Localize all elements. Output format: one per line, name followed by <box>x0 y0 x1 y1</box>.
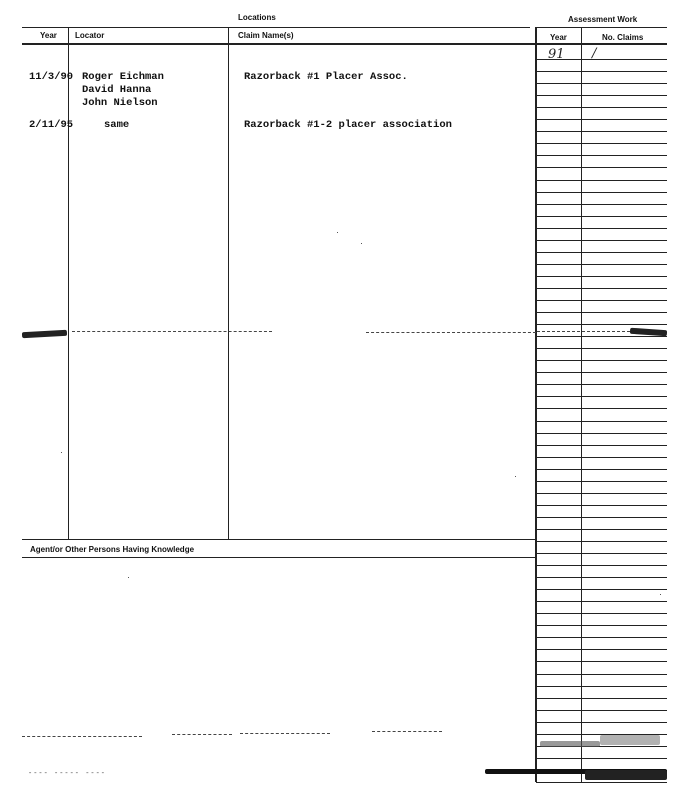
assessment-row-rule <box>536 348 667 349</box>
assessment-row-rule <box>536 637 667 638</box>
claim-name-1: Razorback #1 Placer Assoc. <box>244 71 408 83</box>
scan-speck <box>660 594 661 595</box>
assessment-row-rule <box>536 686 667 687</box>
assessment-row-rule <box>536 143 667 144</box>
assessment-row-rule <box>536 457 667 458</box>
bottom-noise-line-3 <box>240 733 330 735</box>
assessment-row-rule <box>536 408 667 409</box>
location-year-2: 2/11/95 <box>29 119 74 131</box>
aw-no-claims-column-header: No. Claims <box>602 33 644 42</box>
assessment-row-rule <box>536 505 667 506</box>
year-locator-divider <box>68 28 69 539</box>
scan-speck <box>515 476 516 477</box>
scan-fold-mark-left <box>22 330 67 338</box>
assessment-row-rule <box>536 541 667 542</box>
assessment-row-rule <box>536 192 667 193</box>
assessment-mid-divider <box>581 27 582 782</box>
assessment-row-rule <box>536 661 667 662</box>
assessment-row-rule <box>536 372 667 373</box>
assessment-row-rule <box>536 312 667 313</box>
top-rule-locations <box>22 27 530 28</box>
assessment-row-rule <box>536 722 667 723</box>
assessment-row-rule <box>536 481 667 482</box>
claim-name-2: Razorback #1-2 placer association <box>244 119 452 131</box>
assessment-row-rule <box>536 180 667 181</box>
assessment-row-rule <box>536 131 667 132</box>
fold-crease-line-2 <box>366 332 536 334</box>
assessment-work-section-label: Assessment Work <box>568 15 638 24</box>
assessment-row-rule <box>536 276 667 277</box>
assessment-left-border <box>535 27 537 782</box>
assessment-row-rule <box>536 155 667 156</box>
assessment-row-rule <box>536 674 667 675</box>
assessment-row-rule <box>536 336 667 337</box>
illegible-footer-text: ---- ----- ---- <box>28 770 107 778</box>
aw-year-column-header: Year <box>550 33 567 42</box>
assessment-row-rule <box>536 360 667 361</box>
assessment-row-rule <box>536 228 667 229</box>
fold-crease-line-3 <box>537 331 630 333</box>
assessment-row-rule <box>536 300 667 301</box>
assessment-row-rule <box>536 710 667 711</box>
scan-speck <box>61 452 62 453</box>
agent-section-label: Agent/or Other Persons Having Knowledge <box>30 545 195 554</box>
fold-crease-line-1 <box>72 331 272 333</box>
bottom-noise-line-1 <box>22 736 142 738</box>
locator-claim-divider <box>228 28 229 539</box>
scan-speck <box>337 232 338 233</box>
top-rule-assessment <box>537 27 667 28</box>
scan-speck <box>128 577 129 578</box>
aw-no-claims-entry-1: / <box>592 46 597 61</box>
locator-2-name-1: same <box>104 119 130 131</box>
assessment-row-rule <box>536 625 667 626</box>
assessment-row-rule <box>536 384 667 385</box>
locator-1-name-2: David Hanna <box>82 84 152 96</box>
aw-year-entry-1: 91 <box>548 47 565 62</box>
bottom-noise-line-4 <box>372 731 442 733</box>
assessment-row-rule <box>536 565 667 566</box>
location-year-1: 11/3/90 <box>29 71 74 83</box>
claim-names-column-header: Claim Name(s) <box>238 31 294 40</box>
assessment-row-rule <box>536 589 667 590</box>
assessment-row-rule <box>536 119 667 120</box>
locator-1-name-1: Roger Eichman <box>82 71 164 83</box>
scan-noise-block-1 <box>540 741 600 747</box>
assessment-row-rule <box>536 758 667 759</box>
column-header-rule <box>22 43 667 45</box>
assessment-row-rule <box>536 698 667 699</box>
locations-section-label: Locations <box>238 13 276 22</box>
scan-fold-mark-right <box>630 328 667 337</box>
assessment-row-rule <box>536 216 667 217</box>
assessment-row-rule <box>536 167 667 168</box>
assessment-row-rule <box>536 288 667 289</box>
locator-1-name-3: John Nielson <box>82 97 158 109</box>
assessment-row-rule <box>536 396 667 397</box>
locator-column-header: Locator <box>75 31 105 40</box>
year-column-header: Year <box>40 31 57 40</box>
assessment-row-rule <box>536 107 667 108</box>
assessment-row-rule <box>536 445 667 446</box>
assessment-row-rule <box>536 553 667 554</box>
scan-noise-block-2 <box>600 735 660 745</box>
scan-noise-bottom-block <box>585 770 667 780</box>
agent-section-rule <box>22 557 536 558</box>
assessment-row-rule <box>536 517 667 518</box>
bottom-noise-line-2 <box>172 734 232 736</box>
assessment-row-rule <box>536 83 667 84</box>
assessment-row-rule <box>536 264 667 265</box>
assessment-row-rule <box>536 529 667 530</box>
locations-bottom-rule <box>22 539 536 540</box>
assessment-row-rule <box>536 649 667 650</box>
assessment-row-rule <box>536 204 667 205</box>
assessment-row-rule <box>536 421 667 422</box>
assessment-row-rule <box>536 493 667 494</box>
assessment-row-rule <box>536 95 667 96</box>
assessment-row-rule <box>536 240 667 241</box>
scan-speck <box>361 243 362 244</box>
assessment-row-rule <box>536 613 667 614</box>
assessment-row-rule <box>536 71 667 72</box>
assessment-row-rule <box>536 601 667 602</box>
assessment-row-rule <box>536 324 667 325</box>
assessment-row-rule <box>536 469 667 470</box>
assessment-row-rule <box>536 433 667 434</box>
assessment-row-rule <box>536 782 667 783</box>
assessment-row-rule <box>536 577 667 578</box>
assessment-row-rule <box>536 252 667 253</box>
